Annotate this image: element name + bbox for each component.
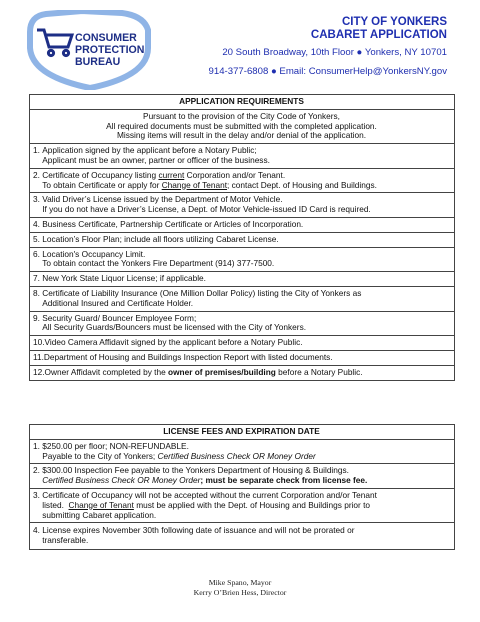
requirement-item-11: 11. Department of Housing and Buildings Inspection Report with listed documents. [30, 350, 455, 365]
city-title: CITY OF YONKERS [341, 16, 447, 28]
requirement-item-7: 7. New York State Liquor License; if applicable. [30, 272, 455, 287]
requirement-item-8: 8. Certificate of Liability Insurance (One Million Dollar Policy) listing the City of Yonkers as Additional Insured and Certificate Holder. [30, 286, 455, 311]
svg-text:CONSUMER: CONSUMER [75, 32, 137, 44]
requirement-item-12: 12. Owner Affidavit completed by the owner of premises/building before a Notary Public. [30, 365, 455, 380]
shopping-cart-icon [37, 30, 72, 56]
svg-text:BUREAU: BUREAU [75, 56, 121, 68]
fee-item-3: 3. Certificate of Occupancy will not be accepted without the current Corporation and/or Tenant listed. Change of Tenant must be applied with the Dept. of Housing and Buildings prior to submitting Cabaret application. [30, 488, 455, 522]
requirement-item-4: 4. Business Certificate, Partnership Certificate or Articles of Incorporation. [30, 217, 455, 232]
requirement-item-9: 9. Security Guard/ Bouncer Employee Form; All Security Guards/Bouncers must be licensed with the City of Yonkers. [30, 311, 455, 336]
fee-item-1: 1. $250.00 per floor; NON-REFUNDABLE. Payable to the City of Yonkers; Certified Business Check OR Money Order [30, 439, 455, 464]
consumer-protection-bureau-logo [24, 10, 156, 90]
page-header [0, 0, 480, 85]
svg-text:PROTECTION: PROTECTION [75, 44, 145, 56]
fees-title: LICENSE FEES AND EXPIRATION DATE [30, 425, 455, 440]
application-requirements-table [29, 94, 455, 381]
requirement-item-2: 2. Certificate of Occupancy listing current Corporation and/or Tenant. To obtain Certificate or apply for Change of Tenant; contact Dept. of Housing and Buildings. [30, 168, 455, 193]
office-address: 20 South Broadway, 10th Floor ● Yonkers, NY 10701 [222, 47, 447, 58]
license-fees-table [29, 424, 455, 550]
requirements-title: APPLICATION REQUIREMENTS [30, 95, 455, 110]
requirement-item-6: 6. Location's Occupancy Limit. To obtain contact the Yonkers Fire Department (914) 377-7500. [30, 247, 455, 272]
requirement-item-3: 3. Valid Driver’s License issued by the Department of Motor Vehicle. If you do not have a Driver’s License, a Dept. of Motor Vehicle-issued ID Card is required. [30, 193, 455, 218]
fee-item-2: 2. $300.00 Inspection Fee payable to the Yonkers Department of Housing & Buildings. Certified Business Check OR Money Order; must be separate check from license fee. [30, 464, 455, 489]
header-info [209, 16, 447, 78]
requirement-item-5: 5. Location’s Floor Plan; include all floors utilizing Cabaret License. [30, 232, 455, 247]
fee-item-4: 4. License expires November 30th following date of issuance and will not be prorated or transferable. [30, 523, 455, 550]
requirement-item-10: 10. Video Camera Affidavit signed by the applicant before a Notary Public. [30, 336, 455, 351]
page-footer [0, 578, 480, 598]
requirement-item-1: 1. Application signed by the applicant before a Notary Public; Applicant must be an owner, partner or officer of the business. [30, 144, 455, 169]
mayor-name: Mike Spano, Mayor [208, 578, 272, 587]
application-title: CABARET APPLICATION [310, 29, 447, 41]
director-name: Kerry O’Brien Hess, Director [193, 588, 287, 597]
requirements-intro: Pursuant to the provision of the City Code of Yonkers, All required documents must be submitted with the completed application. Missing items will result in the delay and/or denial of the application. [30, 109, 455, 143]
contact-info: 914-377-6808 ● Email: ConsumerHelp@YonkersNY.gov [208, 66, 447, 77]
